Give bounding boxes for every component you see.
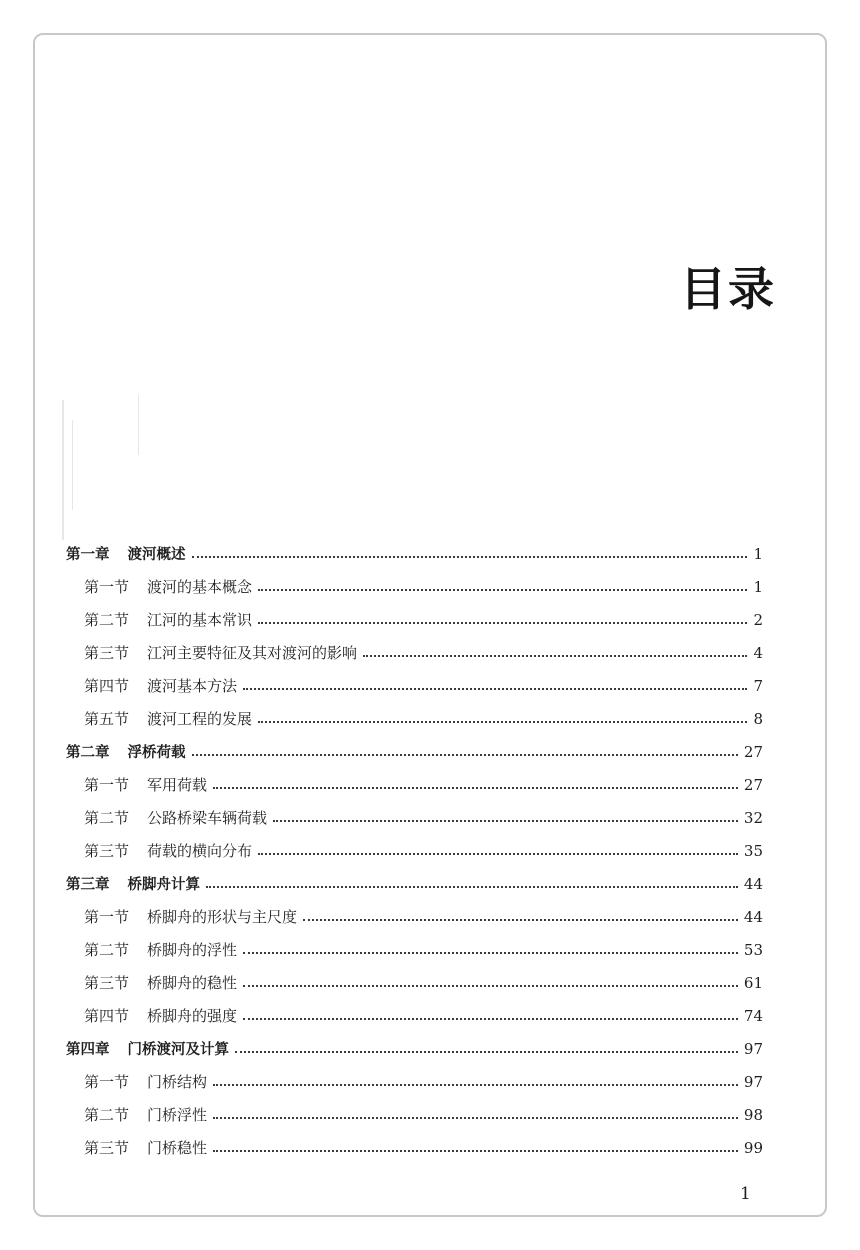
toc-entry-title: 桥脚舟计算 (127, 877, 200, 893)
toc-entry-page: 32 (743, 808, 763, 827)
dot-leader (258, 621, 747, 624)
toc-section-entry[interactable] (66, 702, 763, 735)
toc-entry-number: 第四节 (84, 1007, 130, 1025)
toc-entry-number: 第二节 (84, 1106, 130, 1124)
dot-leader (303, 918, 738, 921)
dot-leader (243, 687, 747, 690)
toc-section-entry[interactable] (66, 999, 763, 1032)
dot-leader (213, 786, 738, 789)
toc-entry-number: 第二节 (84, 809, 130, 827)
toc-entry-number: 第二节 (84, 941, 130, 959)
toc-entry-page: 53 (743, 940, 763, 959)
page-title: 目录 (680, 262, 776, 316)
toc-chapter-entry[interactable] (66, 735, 763, 768)
toc-entry-number: 第一节 (84, 776, 130, 794)
dot-leader (273, 819, 738, 822)
toc-entry-number: 第一节 (84, 1073, 130, 1091)
toc-entry-title: 门桥浮性 (147, 1106, 208, 1124)
toc-chapter-entry[interactable] (66, 1032, 763, 1065)
toc-section-entry[interactable] (66, 1131, 763, 1164)
toc-chapter-entry[interactable] (66, 537, 763, 570)
toc-entry-title: 门桥渡河及计算 (127, 1042, 229, 1058)
dot-leader (192, 555, 748, 558)
toc-section-entry[interactable] (66, 669, 763, 702)
dot-leader (213, 1116, 738, 1119)
toc-entry-number: 第三节 (84, 842, 130, 860)
table-of-contents (66, 537, 763, 1164)
scan-artifact (138, 395, 139, 455)
toc-entry-page: 4 (753, 643, 763, 662)
toc-entry-page: 1 (753, 577, 763, 596)
toc-entry-page: 35 (743, 841, 763, 860)
toc-section-entry[interactable] (66, 801, 763, 834)
toc-entry-page: 27 (743, 742, 763, 761)
toc-chapter-entry[interactable] (66, 867, 763, 900)
toc-entry-page: 99 (743, 1138, 763, 1157)
toc-entry-number: 第四章 (66, 1042, 110, 1058)
toc-entry-title: 桥脚舟的浮性 (147, 941, 238, 959)
scan-artifact (72, 420, 73, 510)
toc-entry-title: 荷载的横向分布 (147, 842, 253, 860)
toc-entry-page: 97 (743, 1072, 763, 1091)
dot-leader (213, 1083, 738, 1086)
toc-section-entry[interactable] (66, 636, 763, 669)
toc-entry-number: 第一节 (84, 578, 130, 596)
toc-entry-title: 浮桥荷载 (127, 745, 186, 761)
dot-leader (213, 1149, 738, 1152)
toc-entry-title: 渡河工程的发展 (147, 710, 253, 728)
scan-artifact (62, 400, 64, 540)
dot-leader (363, 654, 747, 657)
toc-entry-title: 公路桥梁车辆荷载 (147, 809, 268, 827)
toc-entry-page: 98 (743, 1105, 763, 1124)
toc-entry-number: 第一节 (84, 908, 130, 926)
toc-entry-page: 44 (743, 874, 763, 893)
toc-entry-page: 1 (753, 544, 763, 563)
toc-section-entry[interactable] (66, 900, 763, 933)
toc-entry-title: 门桥稳性 (147, 1139, 208, 1157)
dot-leader (258, 720, 747, 723)
toc-entry-page: 7 (753, 676, 763, 695)
toc-entry-number: 第二章 (66, 745, 110, 761)
dot-leader (243, 951, 738, 954)
toc-section-entry[interactable] (66, 966, 763, 999)
toc-entry-title: 门桥结构 (147, 1073, 208, 1091)
toc-section-entry[interactable] (66, 1065, 763, 1098)
toc-entry-page: 27 (743, 775, 763, 794)
toc-entry-number: 第四节 (84, 677, 130, 695)
toc-entry-title: 桥脚舟的稳性 (147, 974, 238, 992)
toc-section-entry[interactable] (66, 768, 763, 801)
toc-entry-page: 2 (753, 610, 763, 629)
dot-leader (258, 852, 738, 855)
toc-section-entry[interactable] (66, 834, 763, 867)
dot-leader (206, 885, 738, 888)
toc-entry-title: 渡河的基本概念 (147, 578, 253, 596)
toc-entry-page: 8 (753, 709, 763, 728)
toc-entry-number: 第三章 (66, 877, 110, 893)
dot-leader (192, 753, 738, 756)
toc-entry-title: 江河主要特征及其对渡河的影响 (147, 644, 358, 662)
toc-entry-title: 渡河概述 (127, 547, 186, 563)
toc-entry-title: 江河的基本常识 (147, 611, 253, 629)
toc-section-entry[interactable] (66, 1098, 763, 1131)
toc-entry-page: 61 (743, 973, 763, 992)
toc-entry-title: 渡河基本方法 (147, 677, 238, 695)
toc-entry-number: 第三节 (84, 1139, 130, 1157)
toc-entry-page: 44 (743, 907, 763, 926)
toc-entry-number: 第二节 (84, 611, 130, 629)
toc-entry-title: 桥脚舟的形状与主尺度 (147, 908, 298, 926)
toc-entry-title: 桥脚舟的强度 (147, 1007, 238, 1025)
page-number: 1 (740, 1184, 751, 1204)
toc-section-entry[interactable] (66, 933, 763, 966)
toc-section-entry[interactable] (66, 570, 763, 603)
dot-leader (235, 1050, 738, 1053)
toc-entry-title: 军用荷载 (147, 776, 208, 794)
toc-entry-number: 第五节 (84, 710, 130, 728)
dot-leader (258, 588, 747, 591)
toc-entry-page: 97 (743, 1039, 763, 1058)
toc-entry-number: 第一章 (66, 547, 110, 563)
dot-leader (243, 1017, 738, 1020)
dot-leader (243, 984, 738, 987)
toc-entry-number: 第三节 (84, 974, 130, 992)
toc-entry-number: 第三节 (84, 644, 130, 662)
toc-section-entry[interactable] (66, 603, 763, 636)
toc-entry-page: 74 (743, 1006, 763, 1025)
